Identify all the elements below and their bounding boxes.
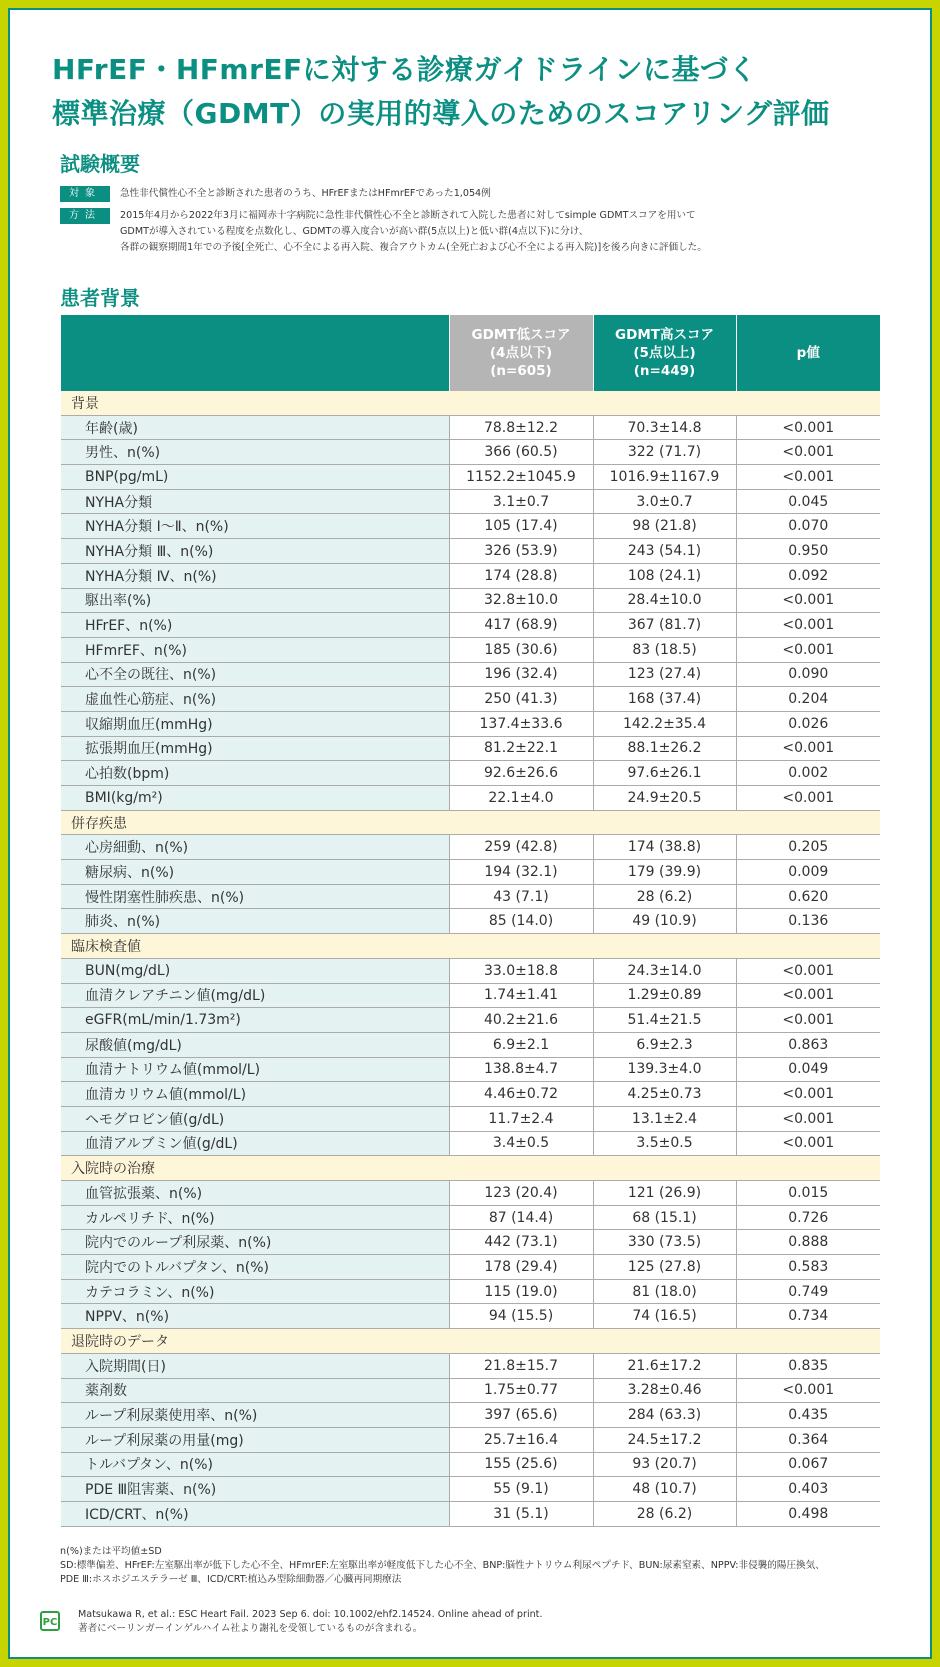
row-label: 入院期間(日) xyxy=(61,1353,449,1378)
row-label: 駆出率(%) xyxy=(61,588,449,613)
cell-high-score: 3.5±0.5 xyxy=(593,1131,736,1156)
title-line-1: HFrEF・HFmrEFに対する診療ガイドラインに基づく xyxy=(52,53,757,86)
cell-p-value: 0.090 xyxy=(736,662,880,687)
cell-low-score: 196 (32.4) xyxy=(449,662,593,687)
cell-high-score: 70.3±14.8 xyxy=(593,415,736,440)
table-row xyxy=(61,1057,880,1082)
cell-high-score: 93 (20.7) xyxy=(593,1452,736,1477)
cell-p-value: <0.001 xyxy=(736,983,880,1008)
table-row xyxy=(61,1304,880,1329)
cell-low-score: 259 (42.8) xyxy=(449,835,593,860)
cell-p-value: <0.001 xyxy=(736,1378,880,1403)
row-label: 薬剤数 xyxy=(61,1378,449,1403)
row-label: HFrEF、n(%) xyxy=(61,613,449,638)
cell-high-score: 97.6±26.1 xyxy=(593,761,736,786)
cell-low-score: 31 (5.1) xyxy=(449,1501,593,1526)
cell-low-score: 85 (14.0) xyxy=(449,909,593,934)
cell-low-score: 25.7±16.4 xyxy=(449,1427,593,1452)
cell-low-score: 137.4±33.6 xyxy=(449,711,593,736)
cell-p-value: <0.001 xyxy=(736,415,880,440)
cell-high-score: 3.0±0.7 xyxy=(593,489,736,514)
cell-high-score: 168 (37.4) xyxy=(593,687,736,712)
table-row xyxy=(61,1230,880,1255)
cell-low-score: 138.8±4.7 xyxy=(449,1057,593,1082)
row-label: 慢性閉塞性肺疾患、n(%) xyxy=(61,884,449,909)
category-row xyxy=(61,810,880,835)
cell-high-score: 28 (6.2) xyxy=(593,1501,736,1526)
table-row xyxy=(61,1427,880,1452)
table-row xyxy=(61,1477,880,1502)
cell-high-score: 49 (10.9) xyxy=(593,909,736,934)
row-label: トルバプタン、n(%) xyxy=(61,1452,449,1477)
reference: Matsukawa R, et al.: ESC Heart Fail. 2023 Sep 6. doi: 10.1002/ehf2.14524. Online ahead of print. 著者にベーリンガーインゲルハイム社より謝礼を受領しているものが含まれる。 xyxy=(78,1609,543,1634)
row-label: 収縮期血圧(mmHg) xyxy=(61,711,449,736)
table-body xyxy=(61,391,880,1526)
category-label: 併存疾患 xyxy=(61,810,880,835)
table-row xyxy=(61,1501,880,1526)
cell-high-score: 28.4±10.0 xyxy=(593,588,736,613)
row-label: 血清アルブミン値(g/dL) xyxy=(61,1131,449,1156)
row-label: 血清カリウム値(mmol/L) xyxy=(61,1082,449,1107)
cell-high-score: 243 (54.1) xyxy=(593,539,736,564)
method-tag: 方法 xyxy=(60,208,110,224)
category-label: 退院時のデータ xyxy=(61,1329,880,1354)
category-row xyxy=(61,391,880,415)
cell-low-score: 174 (28.8) xyxy=(449,563,593,588)
table-row xyxy=(61,539,880,564)
cell-low-score: 1.75±0.77 xyxy=(449,1378,593,1403)
cell-low-score: 87 (14.4) xyxy=(449,1205,593,1230)
cell-high-score: 98 (21.8) xyxy=(593,514,736,539)
table-row xyxy=(61,860,880,885)
table-row xyxy=(61,711,880,736)
row-label: 心房細動、n(%) xyxy=(61,835,449,860)
table-row xyxy=(61,489,880,514)
cell-p-value: <0.001 xyxy=(736,465,880,490)
page-title xyxy=(52,48,892,136)
cell-p-value: 0.726 xyxy=(736,1205,880,1230)
row-label: 血清ナトリウム値(mmol/L) xyxy=(61,1057,449,1082)
row-label: 年齢(歳) xyxy=(61,415,449,440)
row-label: BUN(mg/dL) xyxy=(61,958,449,983)
row-label: BNP(pg/mL) xyxy=(61,465,449,490)
cell-p-value: <0.001 xyxy=(736,786,880,811)
cell-low-score: 442 (73.1) xyxy=(449,1230,593,1255)
cell-p-value: 0.435 xyxy=(736,1403,880,1428)
table-row xyxy=(61,736,880,761)
table-row xyxy=(61,1279,880,1304)
cell-high-score: 51.4±21.5 xyxy=(593,1008,736,1033)
cell-high-score: 24.9±20.5 xyxy=(593,786,736,811)
category-label: 背景 xyxy=(61,391,880,415)
cell-low-score: 3.4±0.5 xyxy=(449,1131,593,1156)
cell-p-value: <0.001 xyxy=(736,1106,880,1131)
header-low-line1: GDMT低スコア xyxy=(471,327,571,343)
header-high-score xyxy=(593,315,736,391)
cell-p-value: 0.002 xyxy=(736,761,880,786)
table-row xyxy=(61,1403,880,1428)
cell-p-value: 0.749 xyxy=(736,1279,880,1304)
row-label: 心不全の既往、n(%) xyxy=(61,662,449,687)
cell-high-score: 121 (26.9) xyxy=(593,1181,736,1206)
cell-low-score: 11.7±2.4 xyxy=(449,1106,593,1131)
row-label: 拡張期血圧(mmHg) xyxy=(61,736,449,761)
table-header-row xyxy=(61,315,880,391)
cell-low-score: 115 (19.0) xyxy=(449,1279,593,1304)
table-row xyxy=(61,1082,880,1107)
cell-low-score: 397 (65.6) xyxy=(449,1403,593,1428)
cell-low-score: 326 (53.9) xyxy=(449,539,593,564)
table-row xyxy=(61,761,880,786)
cell-p-value: 0.863 xyxy=(736,1032,880,1057)
cell-p-value: 0.009 xyxy=(736,860,880,885)
cell-p-value: <0.001 xyxy=(736,958,880,983)
cell-p-value: <0.001 xyxy=(736,588,880,613)
cell-low-score: 94 (15.5) xyxy=(449,1304,593,1329)
cell-low-score: 366 (60.5) xyxy=(449,440,593,465)
row-label: 虚血性心筋症、n(%) xyxy=(61,687,449,712)
cell-p-value: <0.001 xyxy=(736,1131,880,1156)
cell-low-score: 33.0±18.8 xyxy=(449,958,593,983)
cell-low-score: 22.1±4.0 xyxy=(449,786,593,811)
row-label: eGFR(mL/min/1.73m²) xyxy=(61,1008,449,1033)
row-label: ICD/CRT、n(%) xyxy=(61,1501,449,1526)
cell-p-value: 0.204 xyxy=(736,687,880,712)
cell-p-value: 0.888 xyxy=(736,1230,880,1255)
table-row xyxy=(61,1452,880,1477)
cell-p-value: 0.734 xyxy=(736,1304,880,1329)
cell-low-score: 92.6±26.6 xyxy=(449,761,593,786)
cell-high-score: 68 (15.1) xyxy=(593,1205,736,1230)
row-label: 血清クレアチニン値(mg/dL) xyxy=(61,983,449,1008)
table-row xyxy=(61,786,880,811)
table-row xyxy=(61,1378,880,1403)
cell-high-score: 81 (18.0) xyxy=(593,1279,736,1304)
cell-p-value: 0.026 xyxy=(736,711,880,736)
row-label: ループ利尿薬の用量(mg) xyxy=(61,1427,449,1452)
cell-p-value: 0.015 xyxy=(736,1181,880,1206)
cell-high-score: 367 (81.7) xyxy=(593,613,736,638)
cell-low-score: 4.46±0.72 xyxy=(449,1082,593,1107)
cell-high-score: 179 (39.9) xyxy=(593,860,736,885)
table-row xyxy=(61,983,880,1008)
row-label: HFmrEF、n(%) xyxy=(61,637,449,662)
cell-high-score: 48 (10.7) xyxy=(593,1477,736,1502)
cell-p-value: <0.001 xyxy=(736,736,880,761)
cell-high-score: 24.5±17.2 xyxy=(593,1427,736,1452)
cell-p-value: 0.049 xyxy=(736,1057,880,1082)
cell-low-score: 81.2±22.1 xyxy=(449,736,593,761)
table-row xyxy=(61,835,880,860)
cell-low-score: 55 (9.1) xyxy=(449,1477,593,1502)
cell-p-value: 0.205 xyxy=(736,835,880,860)
header-low-line2: (4点以下) xyxy=(489,345,553,361)
table-row xyxy=(61,687,880,712)
cell-p-value: 0.620 xyxy=(736,884,880,909)
method-text: 2015年4月から2022年3月に福岡赤十字病院に急性非代償性心不全と診断されて入院した患者に対してsimple GDMTスコアを用いて GDMTが導入されている程度を点数化し、GDMTの導入度合いが高い群(5点以上)と低い群(4点以下)に分け、 各群の観察期間1年での予後[全死亡、心不全による再入院、複合アウトカム(全死亡および心不全による再入院)]を後ろ向きに評価した。 xyxy=(120,210,707,253)
cell-high-score: 13.1±2.4 xyxy=(593,1106,736,1131)
cell-high-score: 284 (63.3) xyxy=(593,1403,736,1428)
row-label: 尿酸値(mg/dL) xyxy=(61,1032,449,1057)
cell-low-score: 3.1±0.7 xyxy=(449,489,593,514)
cell-high-score: 108 (24.1) xyxy=(593,563,736,588)
cell-p-value: <0.001 xyxy=(736,613,880,638)
category-label: 臨床検査値 xyxy=(61,934,880,959)
cell-low-score: 32.8±10.0 xyxy=(449,588,593,613)
cell-low-score: 78.8±12.2 xyxy=(449,415,593,440)
header-high-line3: (n=449) xyxy=(633,363,696,379)
footnotes: n(%)または平均値±SD SD:標準偏差、HFrEF:左室駆出率が低下した心不全、HFmrEF:左室駆出率が軽度低下した心不全、BNP:脳性ナトリウム利尿ペプチド、BUN:尿素窒素、NPPV:非侵襲的陽圧換気、 PDE Ⅲ:ホスホジエステラーゼ Ⅲ、ICD/CRT:植込み型除細動器／心臓再同期療法 xyxy=(60,1546,825,1585)
cell-p-value: <0.001 xyxy=(736,440,880,465)
table-row xyxy=(61,637,880,662)
table-row xyxy=(61,1255,880,1280)
cell-low-score: 155 (25.6) xyxy=(449,1452,593,1477)
table-row xyxy=(61,1032,880,1057)
cell-p-value: 0.092 xyxy=(736,563,880,588)
cell-low-score: 1152.2±1045.9 xyxy=(449,465,593,490)
cell-low-score: 123 (20.4) xyxy=(449,1181,593,1206)
cell-high-score: 1.29±0.89 xyxy=(593,983,736,1008)
category-row xyxy=(61,1156,880,1181)
cell-low-score: 21.8±15.7 xyxy=(449,1353,593,1378)
cell-high-score: 322 (71.7) xyxy=(593,440,736,465)
cell-high-score: 174 (38.8) xyxy=(593,835,736,860)
header-high-line2: (5点以上) xyxy=(633,345,696,361)
table-row xyxy=(61,440,880,465)
table-row xyxy=(61,588,880,613)
cell-p-value: <0.001 xyxy=(736,1082,880,1107)
overview-target-row xyxy=(60,186,491,202)
cell-p-value: 0.045 xyxy=(736,489,880,514)
cell-high-score: 4.25±0.73 xyxy=(593,1082,736,1107)
row-label: ヘモグロビン値(g/dL) xyxy=(61,1106,449,1131)
header-low-line3: (n=605) xyxy=(490,363,552,379)
cell-p-value: 0.498 xyxy=(736,1501,880,1526)
table-row xyxy=(61,1106,880,1131)
table-row xyxy=(61,1008,880,1033)
row-label: NYHA分類 Ⅲ、n(%) xyxy=(61,539,449,564)
row-label: NPPV、n(%) xyxy=(61,1304,449,1329)
cell-high-score: 1016.9±1167.9 xyxy=(593,465,736,490)
table-row xyxy=(61,662,880,687)
table-row xyxy=(61,613,880,638)
header-low-score xyxy=(449,315,593,391)
cell-p-value: 0.583 xyxy=(736,1255,880,1280)
cell-low-score: 6.9±2.1 xyxy=(449,1032,593,1057)
target-text: 急性非代償性心不全と診断された患者のうち、HFrEFまたはHFmrEFであった1,054例 xyxy=(120,188,491,199)
page-border xyxy=(8,8,932,1659)
header-blank xyxy=(61,315,449,391)
cell-high-score: 24.3±14.0 xyxy=(593,958,736,983)
background-heading: 患者背景 xyxy=(60,286,140,310)
row-label: PDE Ⅲ阻害薬、n(%) xyxy=(61,1477,449,1502)
cell-p-value: 0.950 xyxy=(736,539,880,564)
row-label: カテコラミン、n(%) xyxy=(61,1279,449,1304)
cell-p-value: 0.403 xyxy=(736,1477,880,1502)
cell-low-score: 178 (29.4) xyxy=(449,1255,593,1280)
patient-background-table xyxy=(61,315,880,1527)
row-label: 男性、n(%) xyxy=(61,440,449,465)
cell-p-value: <0.001 xyxy=(736,637,880,662)
cell-high-score: 21.6±17.2 xyxy=(593,1353,736,1378)
category-row xyxy=(61,934,880,959)
cell-low-score: 1.74±1.41 xyxy=(449,983,593,1008)
table-row xyxy=(61,958,880,983)
row-label: 心拍数(bpm) xyxy=(61,761,449,786)
cell-low-score: 40.2±21.6 xyxy=(449,1008,593,1033)
cell-high-score: 142.2±35.4 xyxy=(593,711,736,736)
table-row xyxy=(61,1353,880,1378)
overview-heading: 試験概要 xyxy=(60,152,140,176)
cell-low-score: 417 (68.9) xyxy=(449,613,593,638)
title-line-2: 標準治療（GDMT）の実用的導入のためのスコアリング評価 xyxy=(52,97,830,130)
cell-high-score: 123 (27.4) xyxy=(593,662,736,687)
target-tag: 対象 xyxy=(60,186,110,202)
row-label: NYHA分類 Ⅳ、n(%) xyxy=(61,563,449,588)
cell-high-score: 125 (27.8) xyxy=(593,1255,736,1280)
cell-high-score: 88.1±26.2 xyxy=(593,736,736,761)
table-row xyxy=(61,1181,880,1206)
row-label: 院内でのループ利尿薬、n(%) xyxy=(61,1230,449,1255)
overview-method-row xyxy=(60,208,707,256)
header-high-line1: GDMT高スコア xyxy=(615,327,714,343)
table-row xyxy=(61,563,880,588)
cell-p-value: <0.001 xyxy=(736,1008,880,1033)
category-label: 入院時の治療 xyxy=(61,1156,880,1181)
category-row xyxy=(61,1329,880,1354)
row-label: ループ利尿薬使用率、n(%) xyxy=(61,1403,449,1428)
table-row xyxy=(61,465,880,490)
header-p-value: p値 xyxy=(736,315,880,391)
cell-low-score: 185 (30.6) xyxy=(449,637,593,662)
row-label: 糖尿病、n(%) xyxy=(61,860,449,885)
row-label: カルペリチド、n(%) xyxy=(61,1205,449,1230)
cell-p-value: 0.067 xyxy=(736,1452,880,1477)
cell-low-score: 250 (41.3) xyxy=(449,687,593,712)
cell-low-score: 194 (32.1) xyxy=(449,860,593,885)
table-row xyxy=(61,909,880,934)
page xyxy=(10,10,930,1657)
publisher-logo: PC xyxy=(40,1611,60,1631)
cell-p-value: 0.364 xyxy=(736,1427,880,1452)
row-label: NYHA分類 xyxy=(61,489,449,514)
cell-high-score: 330 (73.5) xyxy=(593,1230,736,1255)
cell-p-value: 0.835 xyxy=(736,1353,880,1378)
cell-low-score: 105 (17.4) xyxy=(449,514,593,539)
row-label: 肺炎、n(%) xyxy=(61,909,449,934)
cell-high-score: 83 (18.5) xyxy=(593,637,736,662)
table-row xyxy=(61,415,880,440)
cell-p-value: 0.070 xyxy=(736,514,880,539)
cell-p-value: 0.136 xyxy=(736,909,880,934)
cell-high-score: 139.3±4.0 xyxy=(593,1057,736,1082)
cell-high-score: 74 (16.5) xyxy=(593,1304,736,1329)
table-row xyxy=(61,1205,880,1230)
cell-low-score: 43 (7.1) xyxy=(449,884,593,909)
cell-high-score: 3.28±0.46 xyxy=(593,1378,736,1403)
cell-high-score: 6.9±2.3 xyxy=(593,1032,736,1057)
row-label: 院内でのトルバプタン、n(%) xyxy=(61,1255,449,1280)
table-row xyxy=(61,884,880,909)
cell-high-score: 28 (6.2) xyxy=(593,884,736,909)
table-row xyxy=(61,1131,880,1156)
table-row xyxy=(61,514,880,539)
row-label: NYHA分類 Ⅰ〜Ⅱ、n(%) xyxy=(61,514,449,539)
row-label: BMI(kg/m²) xyxy=(61,786,449,811)
row-label: 血管拡張薬、n(%) xyxy=(61,1181,449,1206)
